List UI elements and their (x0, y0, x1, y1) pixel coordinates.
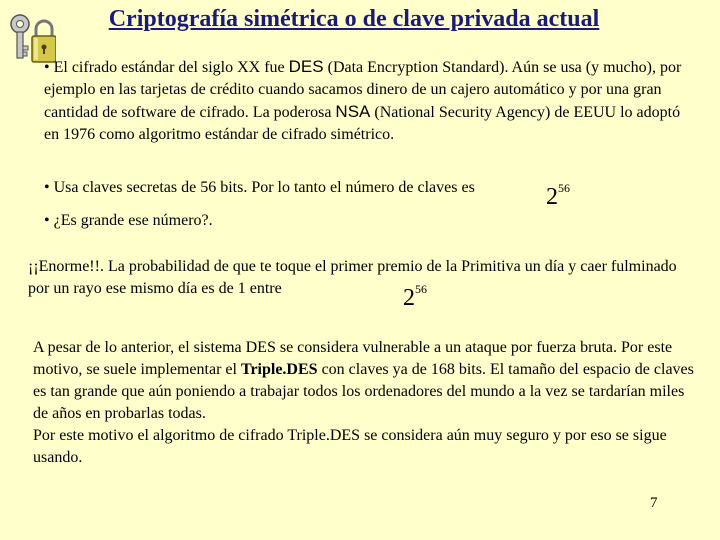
bullet-question: • ¿Es grande ese número?. (44, 212, 213, 229)
power-exponent: 56 (558, 181, 570, 195)
triple-des-text-1: A pesar de lo anterior, el sistema DES se considera vulnerable a un ataque por fuerza bruta. Por este motivo, se suele implementar el (33, 339, 673, 378)
triple-des-emphasis: Triple.DES (240, 361, 318, 378)
paragraph-triple-des (33, 337, 698, 469)
bullet-key-size: • Usa claves secretas de 56 bits. Por lo tanto el número de claves es (44, 179, 475, 196)
bullet-des-text-2: (Data Encryption Standard). Aún se usa (y mucho), por ejemplo en las tarjetas de crédito cuando sacamos dinero de un cajero automático y por una gran cantidad de software de cifrado. La poderosa (44, 59, 682, 121)
acronym-nsa: NSA (335, 102, 371, 121)
paragraph-enorme: ¡¡Enorme!!. La probabilidad de que te toque el primer premio de la Primitiva un día y caer fulminado por un rayo ese mismo día es de 1 entre (28, 258, 677, 297)
power-exponent: 56 (415, 282, 427, 296)
page-title: Criptografía simétrica o de clave privada actual (108, 6, 600, 32)
triple-des-text-3: Por este motivo el algoritmo de cifrado Triple.DES se considera aún muy seguro y por eso se sigue usando. (33, 427, 667, 466)
bullet-des-text-1: • El cifrado estándar del siglo XX fue (44, 59, 289, 76)
power-base: 2 (546, 184, 558, 210)
power-expression-probability (403, 277, 427, 310)
power-expression-keys (546, 176, 570, 209)
bullet-des-text-3: (National Security Agency) de EEUU lo adoptó en 1976 como algoritmo estándar de cifrado simétrico. (44, 104, 681, 143)
page-number: 7 (650, 495, 658, 511)
bullet-des-description (44, 56, 684, 146)
acronym-des: DES (288, 57, 324, 76)
power-base: 2 (403, 285, 415, 311)
triple-des-text-2: con claves ya de 168 bits. El tamaño del espacio de claves es tan grande que aún poniendo a trabajar todos los ordenadores del mundo a la vez se tardarían miles de años en probarlas todas. (33, 361, 694, 422)
